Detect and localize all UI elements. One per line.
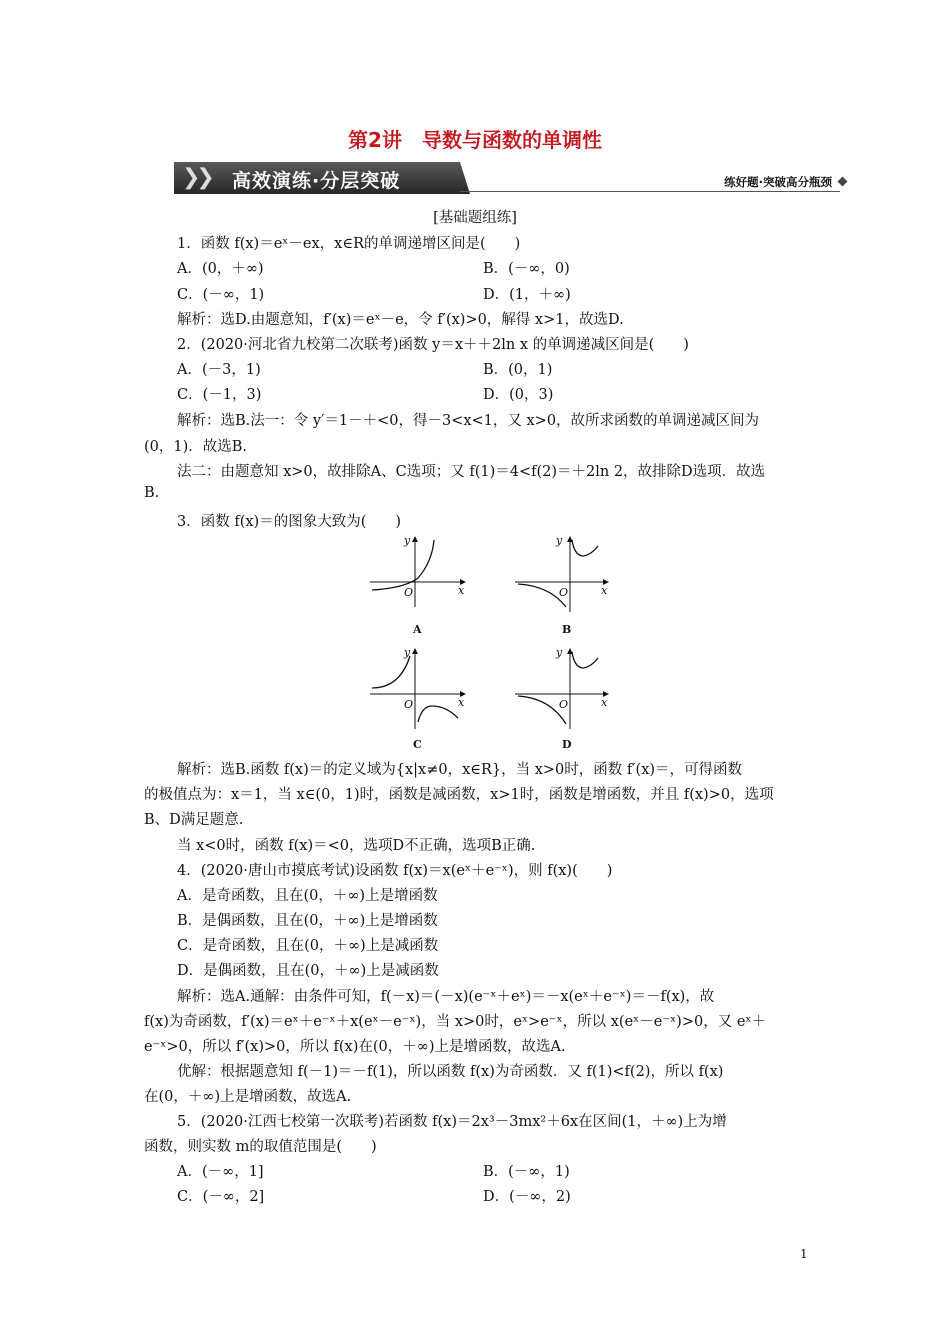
- diamond-icon: [838, 177, 848, 187]
- svg-text:y: y: [404, 646, 411, 659]
- option-a: A．(－3，1): [177, 362, 261, 378]
- solution-3-cont: 的极值点为：x＝1，当 x∈(0，1)时，函数是减函数，x>1时，函数是增函数，并且 f(x)>0，选项: [144, 787, 774, 803]
- option-c: C．(－∞，2]: [177, 1189, 265, 1205]
- page-title: 第2讲 导数与函数的单调性: [348, 128, 602, 152]
- function-graphs-figure: [360, 532, 610, 752]
- section-banner: [174, 162, 846, 194]
- option-c: C．(－∞，1): [177, 287, 265, 303]
- svg-text:O: O: [404, 586, 414, 599]
- svg-text:x: x: [458, 584, 465, 597]
- solution-3: 解析：选B.函数 f(x)＝的定义域为{x|x≠0，x∈R}，当 x>0时，函数 f′(x)＝，可得函数: [177, 762, 743, 778]
- solution-3-cont: B、D满足题意.: [144, 812, 244, 828]
- option-a: A．是奇函数，且在(0，＋∞)上是增函数: [177, 888, 438, 904]
- option-a: A．(－∞，1]: [177, 1164, 264, 1180]
- solution-2-method-1-cont: (0，1)．故选B.: [144, 439, 248, 455]
- banner-divider: [460, 191, 840, 192]
- graph-d: [515, 646, 608, 751]
- solution-4-alt: 优解：根据题意知 f(－1)＝－f(1)，所以函数 f(x)为奇函数．又 f(1)<f(2)，所以 f(x): [177, 1064, 724, 1080]
- option-a: A．(0，＋∞): [177, 261, 264, 277]
- solution-4-cont: f(x)为奇函数，f′(x)＝eˣ＋e⁻ˣ＋x(eˣ－e⁻ˣ)，当 x>0时，eˣ>e⁻ˣ，所以 x(eˣ－e⁻ˣ)>0，又 eˣ＋: [144, 1014, 767, 1030]
- svg-text:y: y: [556, 646, 563, 659]
- solution-1: 解析：选D.由题意知，f′(x)＝eˣ－e，令 f′(x)>0，解得 x>1，故选D.: [177, 312, 624, 328]
- svg-text:x: x: [458, 696, 465, 709]
- option-b: B．(－∞，0): [483, 261, 570, 277]
- svg-text:O: O: [404, 698, 414, 711]
- solution-2-method-2-cont: B.: [144, 485, 160, 501]
- option-b: B．(－∞，1): [483, 1164, 570, 1180]
- svg-text:C: C: [413, 738, 422, 751]
- graph-c: [370, 646, 465, 751]
- solution-3-cont: 当 x<0时，函数 f(x)＝<0，选项D不正确，选项B正确.: [177, 838, 536, 854]
- option-d: D．(1，＋∞): [483, 287, 571, 303]
- svg-text:O: O: [559, 698, 569, 711]
- option-d: D．(－∞，2): [483, 1189, 571, 1205]
- svg-text:x: x: [601, 696, 608, 709]
- solution-4-alt-cont: 在(0，＋∞)上是增函数，故选A.: [144, 1089, 352, 1105]
- svg-text:x: x: [601, 584, 608, 597]
- option-d: D．(0，3): [483, 387, 554, 403]
- page-number: 1: [800, 1247, 808, 1261]
- section-heading: [基础题组练]: [433, 210, 517, 226]
- svg-text:B: B: [562, 623, 572, 636]
- option-c: C．是奇函数，且在(0，＋∞)上是减函数: [177, 938, 439, 954]
- svg-text:y: y: [404, 534, 411, 547]
- question-4: 4．(2020·唐山市摸底考试)设函数 f(x)＝x(eˣ＋e⁻ˣ)，则 f(x)( ): [177, 863, 613, 879]
- option-b: B．是偶函数，且在(0，＋∞)上是增函数: [177, 913, 438, 929]
- banner-left-text: 高效演练·分层突破: [232, 170, 401, 192]
- question-1: 1．函数 f(x)＝eˣ－ex，x∈R的单调递增区间是( ): [177, 236, 521, 252]
- graph-b: [515, 534, 608, 636]
- graph-a: [370, 534, 465, 636]
- chevron-right-icon: ❯❯: [182, 165, 211, 190]
- svg-text:O: O: [559, 586, 569, 599]
- question-5: 5．(2020·江西七校第一次联考)若函数 f(x)＝2x³－3mx²＋6x在区间(1，＋∞)上为增: [177, 1114, 727, 1130]
- solution-2-method-1: 解析：选B.法一：令 y′＝1－＋<0，得－3<x<1，又 x>0，故所求函数的单调递减区间为: [177, 413, 760, 429]
- solution-2-method-2: 法二：由题意知 x>0，故排除A、C选项；又 f(1)＝4<f(2)＝＋2ln 2，故排除D选项．故选: [177, 464, 766, 480]
- option-c: C．(－1，3): [177, 387, 262, 403]
- svg-text:D: D: [562, 738, 572, 751]
- solution-4-cont: e⁻ˣ>0，所以 f′(x)>0，所以 f(x)在(0，＋∞)上是增函数，故选A.: [144, 1039, 566, 1055]
- question-3: 3．函数 f(x)＝的图象大致为( ): [177, 514, 402, 530]
- question-5-cont: 函数，则实数 m的取值范围是( ): [144, 1139, 377, 1155]
- question-2: 2．(2020·河北省九校第二次联考)函数 y＝x＋＋2ln x 的单调递减区间是( ): [177, 337, 689, 353]
- svg-text:y: y: [556, 534, 563, 547]
- option-d: D．是偶函数，且在(0，＋∞)上是减函数: [177, 963, 439, 979]
- option-b: B．(0，1): [483, 362, 553, 378]
- svg-text:A: A: [413, 623, 422, 636]
- banner-right-text: 练好题·突破高分瓶颈: [724, 175, 832, 189]
- solution-4: 解析：选A.通解：由条件可知，f(－x)＝(－x)(e⁻ˣ＋eˣ)＝－x(eˣ＋e⁻ˣ)＝－f(x)，故: [177, 989, 715, 1005]
